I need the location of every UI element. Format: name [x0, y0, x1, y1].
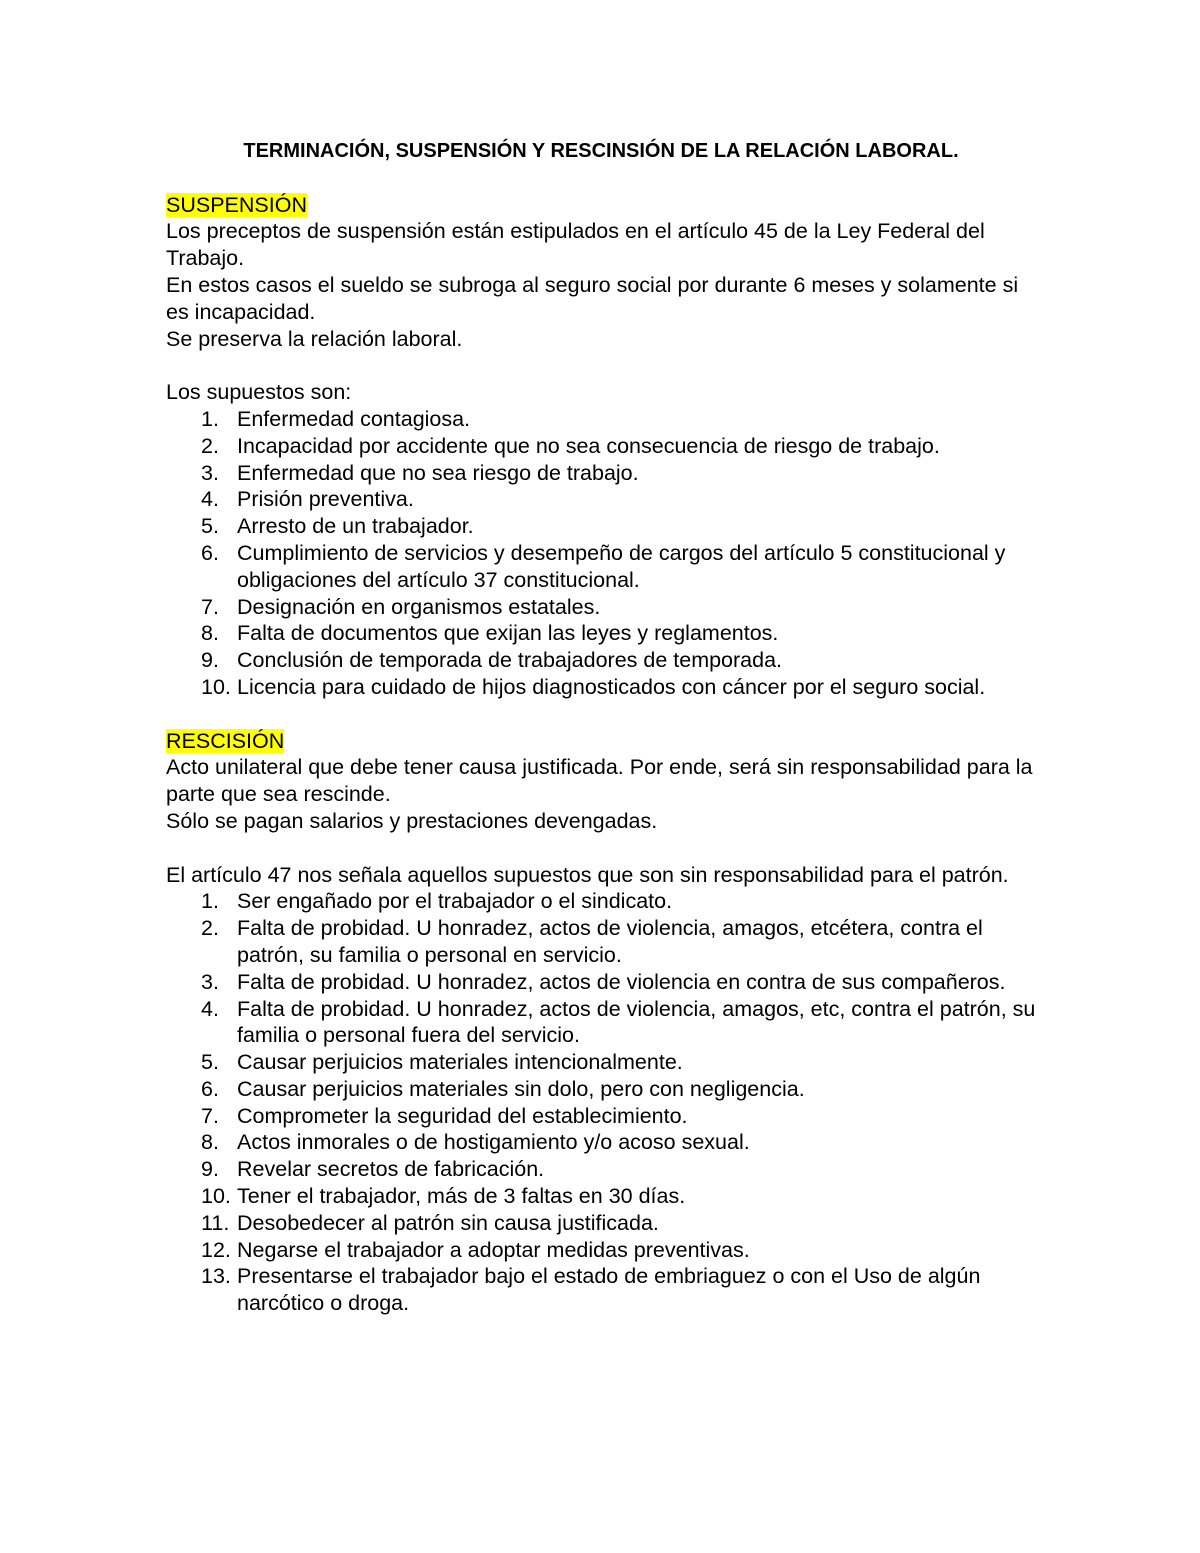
list-number: 2.	[201, 916, 219, 941]
list-text: Causar perjuicios materiales intencionalmente.	[237, 1050, 683, 1075]
list-item	[166, 969, 1046, 996]
list-text: Enfermedad contagiosa.	[237, 406, 471, 431]
list-text: Presentarse el trabajador bajo el estado de embriaguez o con el Uso de algún narcótico o droga.	[237, 1264, 981, 1316]
suspension-paragraph: Los preceptos de suspensión están estipulados en el artículo 45 de la Ley Federal del Trabajo.	[166, 219, 985, 271]
list-number: 11.	[201, 1210, 230, 1235]
list-number: 6.	[201, 1076, 219, 1101]
list-text: Arresto de un trabajador.	[237, 514, 474, 539]
list-number: 6.	[201, 540, 219, 565]
list-item	[166, 540, 1046, 594]
document-title: TERMINACIÓN, SUSPENSIÓN Y RESCINSIÓN DE LA RELACIÓN LABORAL.	[243, 140, 959, 162]
rescision-paragraph: Sólo se pagan salarios y prestaciones devengadas.	[166, 808, 658, 833]
list-item	[166, 888, 1046, 915]
suspension-heading-highlight: SUSPENSIÓN	[166, 192, 307, 217]
list-number: 8.	[201, 621, 219, 646]
list-item	[166, 1076, 1046, 1103]
list-number: 5.	[201, 514, 219, 539]
list-item	[166, 460, 1046, 487]
list-number: 8.	[201, 1130, 219, 1155]
list-text: Incapacidad por accidente que no sea consecuencia de riesgo de trabajo.	[237, 433, 940, 458]
list-number: 3.	[201, 460, 219, 485]
rescision-paragraph: Acto unilateral que debe tener causa justificada. Por ende, será sin responsabilidad para la parte que sea rescinde.	[166, 755, 1033, 807]
list-item	[166, 1156, 1046, 1183]
list-number: 4.	[201, 487, 219, 512]
list-item	[166, 433, 1046, 460]
list-item	[166, 1129, 1046, 1156]
list-text: Falta de probidad. U honradez, actos de violencia en contra de sus compañeros.	[237, 969, 1006, 994]
list-item	[166, 406, 1046, 433]
list-number: 9.	[201, 1157, 219, 1182]
list-text: Cumplimiento de servicios y desempeño de cargos del artículo 5 constitucional y obligaciones del artículo 37 constitucional.	[237, 540, 1006, 592]
list-text: Prisión preventiva.	[237, 487, 414, 512]
list-item	[166, 647, 1046, 674]
list-number: 10.	[201, 674, 231, 699]
list-item	[166, 486, 1046, 513]
list-number: 7.	[201, 1103, 219, 1128]
rescision-heading-highlight: RESCISIÓN	[166, 728, 285, 753]
list-item	[166, 1237, 1046, 1264]
document-page	[166, 138, 1046, 1317]
list-number: 13.	[201, 1264, 231, 1289]
list-item	[166, 513, 1046, 540]
list-number: 1.	[201, 889, 219, 914]
list-text: Actos inmorales o de hostigamiento y/o acoso sexual.	[237, 1130, 750, 1155]
list-number: 9.	[201, 648, 219, 673]
list-number: 3.	[201, 969, 219, 994]
list-number: 2.	[201, 433, 219, 458]
list-text: Licencia para cuidado de hijos diagnosticados con cáncer por el seguro social.	[237, 674, 986, 699]
suspension-list	[166, 406, 1046, 701]
list-text: Designación en organismos estatales.	[237, 594, 601, 619]
rescision-list-intro: El artículo 47 nos señala aquellos supuestos que son sin responsabilidad para el patrón.	[166, 862, 1009, 887]
list-number: 10.	[201, 1184, 231, 1209]
list-text: Causar perjuicios materiales sin dolo, pero con negligencia.	[237, 1076, 805, 1101]
list-text: Falta de probidad. U honradez, actos de violencia, amagos, etc, contra el patrón, su familia o personal fuera del servicio.	[237, 996, 1036, 1048]
list-item	[166, 996, 1046, 1050]
suspension-paragraph: Se preserva la relación laboral.	[166, 326, 463, 351]
list-number: 1.	[201, 406, 219, 431]
suspension-section	[166, 192, 1046, 701]
list-item	[166, 594, 1046, 621]
list-text: Enfermedad que no sea riesgo de trabajo.	[237, 460, 639, 485]
list-text: Tener el trabajador, más de 3 faltas en 30 días.	[237, 1184, 686, 1209]
list-text: Negarse el trabajador a adoptar medidas preventivas.	[237, 1237, 750, 1262]
list-text: Desobedecer al patrón sin causa justificada.	[237, 1210, 659, 1235]
rescision-section	[166, 728, 1046, 1318]
list-item	[166, 1210, 1046, 1237]
list-number: 4.	[201, 996, 219, 1021]
list-number: 7.	[201, 594, 219, 619]
list-item	[166, 1263, 1046, 1317]
list-item	[166, 674, 1046, 701]
list-text: Falta de probidad. U honradez, actos de violencia, amagos, etcétera, contra el patrón, su familia o personal en servicio.	[237, 916, 983, 967]
rescision-heading	[166, 728, 1046, 755]
spacer	[166, 352, 1046, 379]
list-item	[166, 1103, 1046, 1130]
suspension-heading	[166, 192, 1046, 219]
list-text: Revelar secretos de fabricación.	[237, 1157, 545, 1182]
list-item	[166, 1183, 1046, 1210]
list-text: Conclusión de temporada de trabajadores de temporada.	[237, 648, 783, 673]
list-item	[166, 620, 1046, 647]
suspension-paragraph: En estos casos el sueldo se subroga al seguro social por durante 6 meses y solamente si es incapacidad.	[166, 272, 1019, 324]
list-item	[166, 1049, 1046, 1076]
list-text: Ser engañado por el trabajador o el sindicato.	[237, 889, 673, 914]
rescision-list	[166, 888, 1046, 1317]
list-item	[166, 915, 1046, 969]
spacer	[166, 701, 1046, 728]
suspension-list-intro: Los supuestos son:	[166, 380, 352, 405]
list-number: 12.	[201, 1237, 231, 1262]
list-number: 5.	[201, 1050, 219, 1075]
list-text: Comprometer la seguridad del establecimiento.	[237, 1103, 688, 1128]
list-text: Falta de documentos que exijan las leyes y reglamentos.	[237, 621, 779, 646]
spacer	[166, 835, 1046, 862]
